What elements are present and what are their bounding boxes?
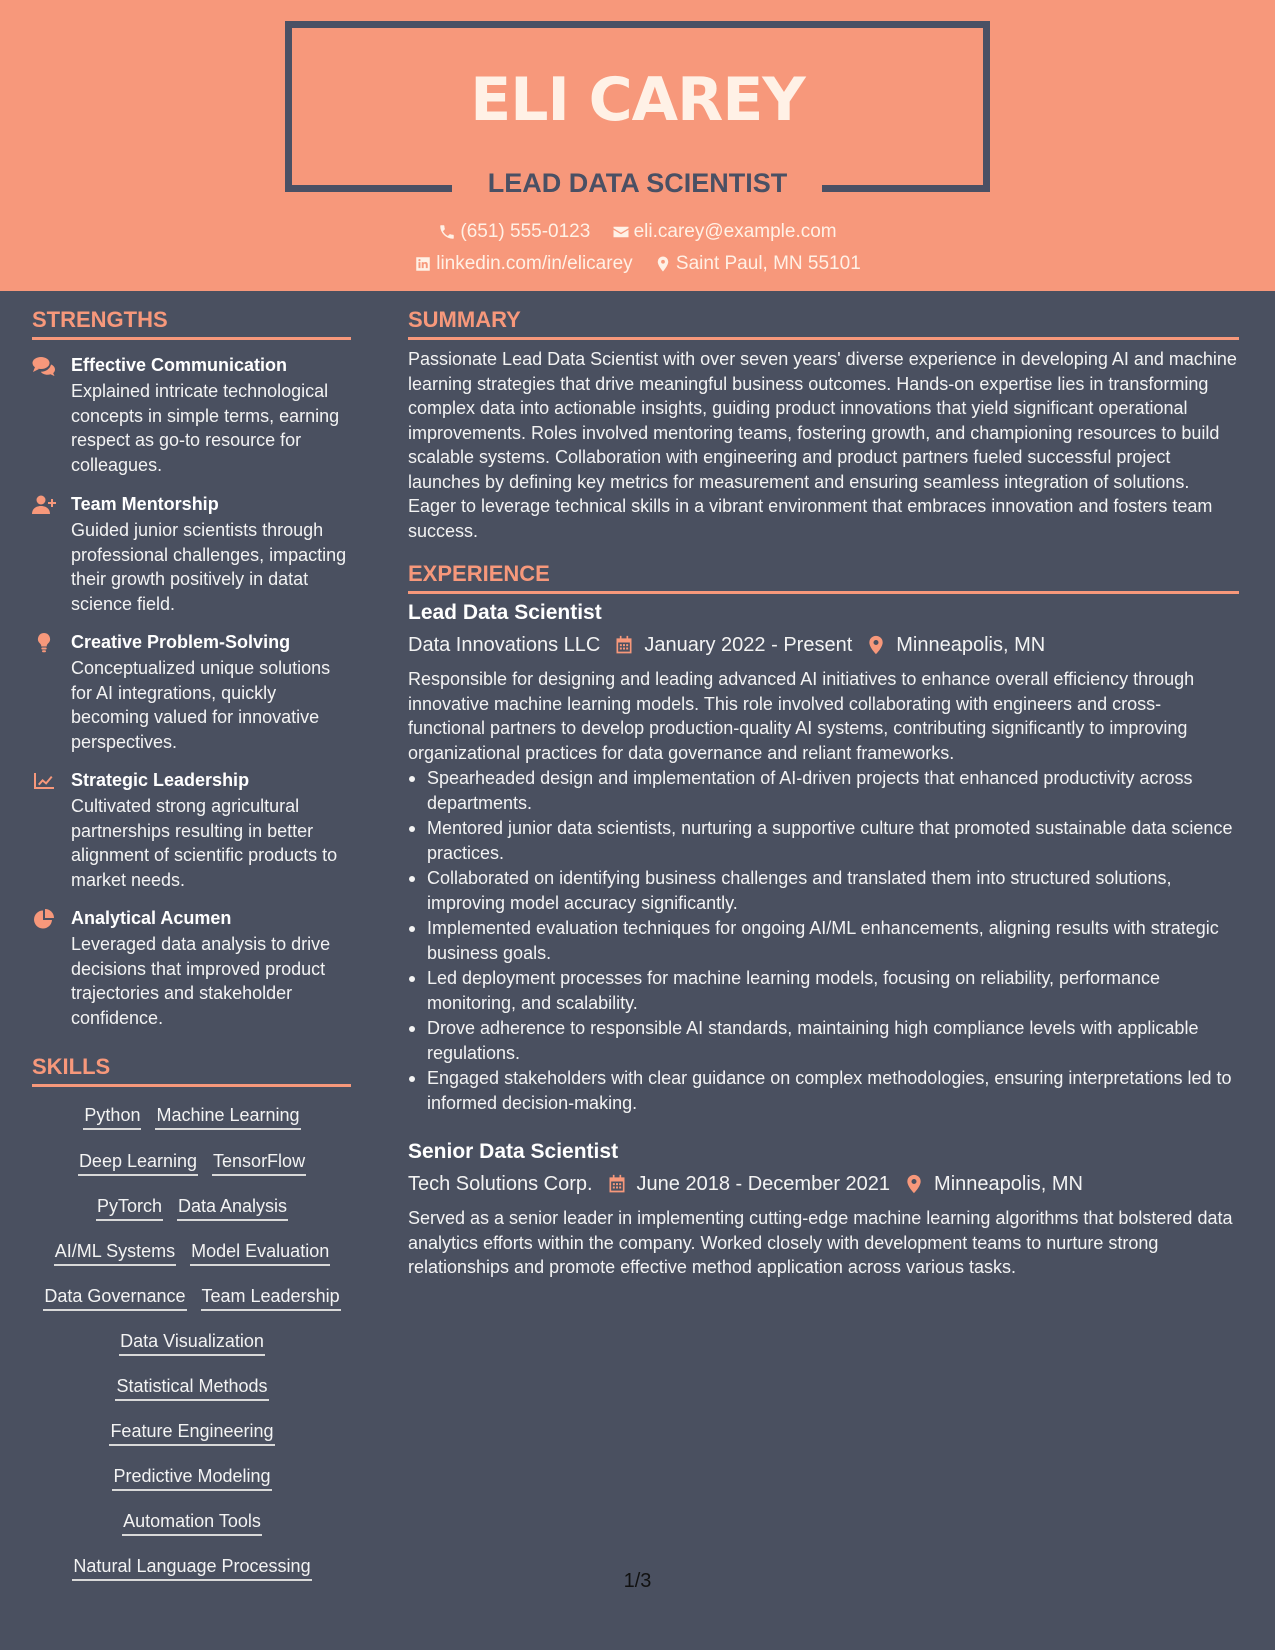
skill-tag: Data Visualization (119, 1328, 265, 1356)
location-text: Saint Paul, MN 55101 (675, 253, 861, 274)
skill-tag: TensorFlow (212, 1148, 306, 1176)
job-description: Served as a senior leader in implementing cutting-edge machine learning algorithms that bolstered data analytics efforts within the company. Worked closely with development teams to nurture strong relationships and promote effective method application across various tasks. (408, 1208, 1233, 1277)
candidate-title: LEAD DATA SCIENTIST (487, 168, 788, 198)
skill-tag: Feature Engineering (109, 1418, 274, 1446)
skill-tag: Machine Learning (155, 1102, 300, 1130)
skills-row (32, 1283, 352, 1311)
job-title: Lead Data Scientist (408, 601, 602, 624)
user-plus-icon (32, 495, 56, 515)
skill-tag: Model Evaluation (190, 1238, 330, 1266)
skills-row (32, 1238, 352, 1266)
job-title: Senior Data Scientist (408, 1140, 619, 1163)
job-bullets (408, 766, 1238, 1116)
calendar-icon (600, 635, 644, 655)
skill-tag: Automation Tools (122, 1508, 262, 1536)
contact-row-2 (0, 251, 1275, 281)
bullet-item: Drove adherence to responsible AI standards, maintaining high compliance levels with applicable regulations. (408, 1016, 1238, 1065)
strength-title: Analytical Acumen (71, 908, 232, 928)
map-marker-icon (890, 1174, 934, 1194)
summary-rule (408, 337, 1239, 340)
phone-icon (438, 223, 460, 241)
skill-tag: AI/ML Systems (54, 1238, 176, 1266)
bullet-item: Spearheaded design and implementation of AI-driven projects that enhanced productivity across departments. (408, 766, 1238, 815)
skills-row (32, 1553, 352, 1581)
job-meta (408, 1170, 1083, 1198)
skill-tag: Team Leadership (201, 1283, 341, 1311)
comments-icon (32, 356, 56, 376)
lightbulb-icon (32, 633, 56, 653)
skill-tag: Deep Learning (78, 1148, 198, 1176)
bullet-item: Implemented evaluation techniques for ongoing AI/ML enhancements, aligning results with strategic business goals. (408, 916, 1238, 965)
strength-title: Strategic Leadership (71, 770, 250, 790)
strength-title: Effective Communication (71, 355, 288, 375)
skill-tag: Python (83, 1102, 141, 1130)
company-name: Tech Solutions Corp. (408, 1173, 593, 1195)
contact-linkedin[interactable] (414, 251, 632, 277)
skills-row (32, 1148, 352, 1176)
bullet-item: Led deployment processes for machine learning models, focusing on reliability, performance monitoring, and scalability. (408, 966, 1238, 1015)
skill-tag: Statistical Methods (115, 1373, 268, 1401)
skill-tag: Natural Language Processing (72, 1553, 311, 1581)
skills-row (32, 1102, 352, 1130)
strength-title: Team Mentorship (71, 494, 219, 514)
job-dates: January 2022 - Present (644, 634, 853, 656)
envelope-icon (612, 223, 634, 241)
contact-location (654, 251, 861, 277)
skills-row (32, 1418, 352, 1446)
skills-row (32, 1463, 352, 1491)
linkedin-text: linkedin.com/in/elicarey (436, 253, 633, 274)
skills-row (32, 1328, 352, 1356)
skills-row (32, 1508, 352, 1536)
contact-phone[interactable] (438, 219, 590, 245)
strength-desc: Cultivated strong agricultural partnerships resulting in better alignment of scientific products to market needs. (71, 796, 338, 890)
calendar-icon (593, 1174, 637, 1194)
strength-desc: Conceptualized unique solutions for AI integrations, quickly becoming valued for innovative perspectives. (71, 658, 331, 752)
company-name: Data Innovations LLC (408, 634, 601, 656)
skills-rule (32, 1084, 351, 1087)
map-marker-icon (852, 635, 896, 655)
skill-tag: Data Governance (43, 1283, 186, 1311)
job-meta (408, 631, 1045, 659)
bullet-item: Collaborated on identifying business challenges and translated them into structured solutions, improving model accuracy significantly. (408, 866, 1238, 915)
contact-row-1 (0, 219, 1275, 249)
skill-tag: PyTorch (96, 1193, 163, 1221)
strengths-heading: STRENGTHS (32, 307, 168, 332)
linkedin-icon (414, 255, 436, 273)
job-dates: June 2018 - December 2021 (636, 1173, 891, 1195)
page-number: 1/3 (623, 1570, 652, 1592)
skills-row (32, 1193, 352, 1221)
job-description: Responsible for designing and leading advanced AI initiatives to enhance overall efficiency through innovative machine learning models. This role involved collaborating with engineers and cross-functional partners to develop production-quality AI systems, contributing significantly to improving organizational practices for data governance and reliant frameworks. (408, 669, 1195, 763)
bullet-item: Mentored junior data scientists, nurturing a supportive culture that promoted sustainable data science practices. (408, 816, 1238, 865)
bullet-item: Engaged stakeholders with clear guidance on complex methodologies, ensuring interpretations led to informed decision-making. (408, 1066, 1238, 1115)
header-banner (0, 0, 1275, 291)
strength-desc: Leveraged data analysis to drive decisions that improved product trajectories and stakeholder confidence. (71, 934, 331, 1028)
job-location: Minneapolis, MN (896, 634, 1046, 656)
strength-title: Creative Problem-Solving (71, 632, 291, 652)
phone-text: (651) 555-0123 (460, 221, 591, 242)
email-text: eli.carey@example.com (633, 221, 837, 242)
skill-tag: Predictive Modeling (112, 1463, 271, 1491)
skill-tag: Data Analysis (177, 1193, 288, 1221)
chart-pie-icon (32, 909, 56, 929)
experience-rule (408, 591, 1239, 594)
contact-email[interactable] (612, 219, 837, 245)
summary-text: Passionate Lead Data Scientist with over seven years' diverse experience in developing AI and machine learning strategies that drive meaningful business outcomes. Hands-on expertise lies in transforming complex data into actionable insights, guiding product innovations that yield significant operational improvements. Roles involved mentoring teams, fostering growth, and championing resources to build scalable systems. Collaboration with engineering and product partners fueled successful project launches by defining key metrics for measurement and ensuring seamless integration of solutions. Eager to leverage technical skills in a vibrant environment that embraces innovation and fosters team success. (408, 349, 1237, 541)
strength-desc: Explained intricate technological concepts in simple terms, earning respect as go-to resource for colleagues. (71, 381, 340, 475)
candidate-name: ELI CAREY (470, 65, 805, 135)
skills-heading: SKILLS (32, 1054, 111, 1079)
job-location: Minneapolis, MN (934, 1173, 1083, 1195)
map-marker-icon (654, 255, 676, 273)
chart-line-icon (32, 771, 56, 791)
summary-heading: SUMMARY (408, 307, 521, 332)
experience-heading: EXPERIENCE (408, 561, 550, 586)
skills-row (32, 1373, 352, 1401)
strengths-rule (32, 337, 351, 340)
strength-desc: Guided junior scientists through professional challenges, impacting their growth positively in datat science field. (71, 520, 347, 614)
